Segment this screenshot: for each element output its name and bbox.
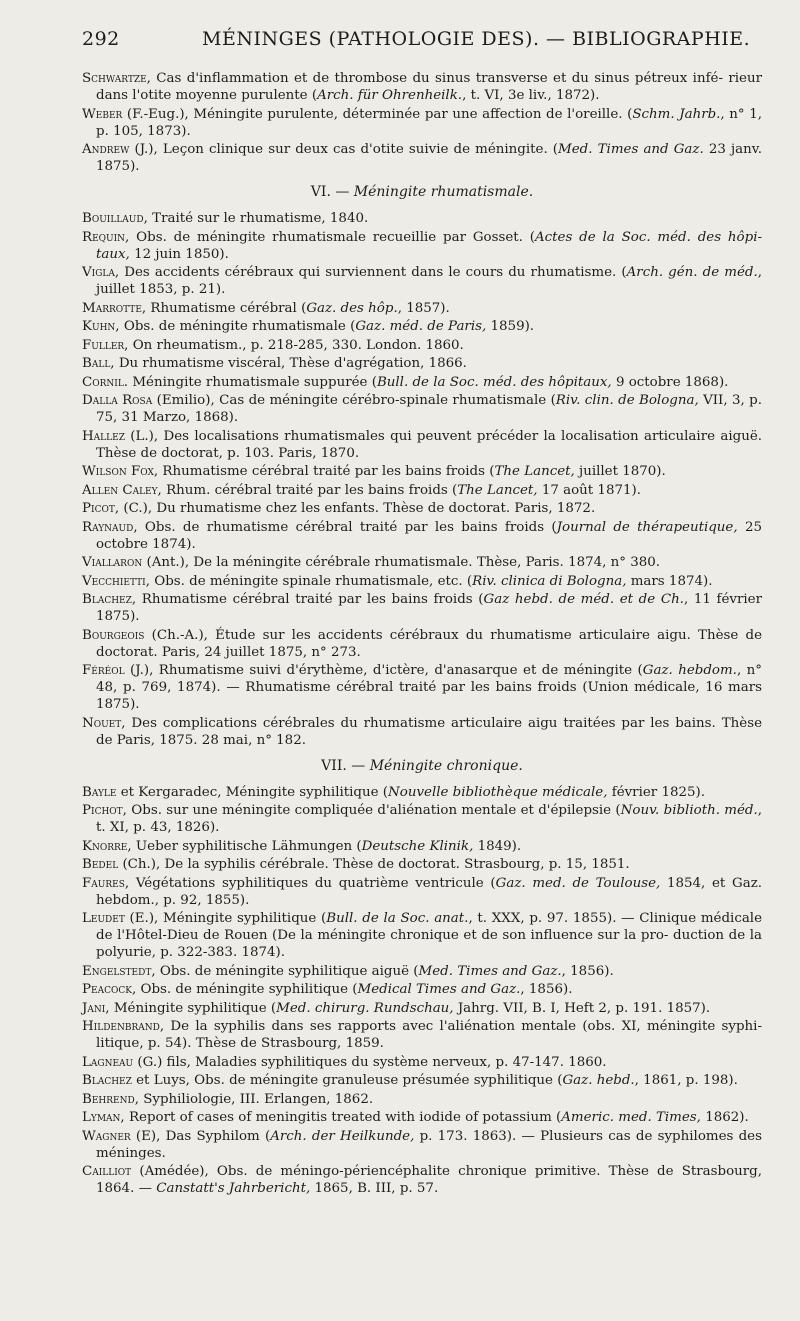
bibliography-entry: [82, 591, 762, 625]
entry-source: Gaz. med. de Toulouse,: [495, 875, 661, 891]
entry-text-tail: Jahrg. VII, B. I, Heft 2, p. 191. 1857).: [453, 1000, 711, 1016]
entry-author: Bourgeois: [82, 627, 145, 643]
entry-text: Obs. de méningite rhumatismale (: [119, 319, 356, 334]
entry-text: Ueber syphilitische Lähmungen (: [131, 838, 362, 854]
entry-text: Rhumatisme cérébral traité par les bains froids (: [158, 464, 495, 479]
entry-text: Méningite syphilitique (: [109, 1000, 277, 1016]
entry-text: Cas d'inflammation et de thrombose du sinus transverse et du sinus pétreux infé- rieur dans l'otite moyenne purulente (: [96, 71, 762, 103]
entry-text-tail: 1865, B. III, p. 57.: [310, 1181, 439, 1196]
entry-author: Viallaron: [82, 555, 143, 570]
running-title: MÉNINGES (PATHOLOGIE DES). — BIBLIOGRAPHIE.: [202, 28, 751, 50]
entry-text-tail: juillet 1870).: [574, 464, 666, 479]
entry-text-tail: 12 juin 1850).: [129, 246, 229, 262]
entry-text-tail: mars 1874).: [626, 573, 713, 589]
entry-author: Andrew: [82, 142, 130, 157]
bibliography-entry: [82, 500, 762, 517]
entry-source: Arch. gén. de méd.: [626, 265, 758, 280]
entry-author: Engelstedt,: [82, 963, 156, 979]
entry-author: Weber: [82, 106, 123, 122]
section-name: Méningite rhumatismale.: [353, 184, 534, 200]
entry-text: Obs. de rhumatisme cérébral traité par les bains froids (: [137, 519, 557, 535]
entry-text-tail: , 1856).: [561, 963, 614, 979]
section-number: VI. —: [310, 184, 350, 200]
entry-author: Dalla Rosa: [82, 393, 153, 408]
bibliography-entry: [82, 662, 762, 713]
entry-source: Americ. med. Times,: [561, 1110, 701, 1125]
entry-author: Fuller,: [82, 337, 129, 353]
entry-author: Wagner: [82, 1128, 131, 1144]
entry-author: Jani,: [82, 1000, 110, 1016]
entry-author: Behrend,: [82, 1091, 139, 1107]
entry-text-tail: , 1861, p. 198).: [634, 1073, 738, 1088]
entry-author: Nouet,: [82, 715, 126, 731]
page-header: [82, 28, 762, 62]
entry-text-tail: 17 août 1871).: [537, 482, 641, 498]
bibliography-entry: [82, 300, 762, 317]
bibliography-entry: [82, 519, 762, 553]
bibliography-entry: [82, 627, 762, 661]
entry-text-tail: 1859).: [486, 319, 535, 334]
bibliography-entry: [82, 981, 762, 998]
entry-text: (Ant.), De la méningite cérébrale rhumatismale. Thèse, Paris. 1874, n° 380.: [142, 555, 661, 570]
entry-text: Du rhumatisme viscéral, Thèse d'agrégation, 1866.: [114, 356, 467, 371]
entry-text-tail: février 1825).: [607, 784, 706, 800]
bibliography-entry: [82, 1128, 762, 1162]
section-heading: [82, 757, 762, 775]
entry-text: et Luys, Obs. de méningite granuleuse présumée syphilitique (: [131, 1073, 563, 1088]
entry-text: (E), Das Syphilom (: [130, 1128, 271, 1144]
entry-author: Requin,: [82, 229, 130, 245]
entry-author: Raynaud,: [82, 519, 138, 535]
entry-text: On rheumatism., p. 218-285, 330. London. 1860.: [128, 337, 464, 353]
entry-text-tail: , 1857).: [397, 300, 450, 316]
bibliography-entry: [82, 70, 762, 104]
bibliography-entry: [82, 229, 762, 263]
entry-author: Vigla,: [82, 265, 120, 280]
entry-text: (Amédée), Obs. de méningo-périencéphalite chronique primitive. Thèse de Strasbourg, 1864. —: [96, 1164, 762, 1196]
entry-text-tail: 25 octobre 1874).: [96, 519, 762, 552]
bibliography-entry: [82, 1163, 762, 1197]
entry-text-tail: , juillet 1853, p. 21).: [96, 265, 762, 297]
entry-source: Gaz. hebdom.: [642, 663, 737, 678]
entry-source: Med. Times and Gaz.: [558, 142, 704, 157]
entry-text: Report of cases of meningitis treated with iodide of potassium (: [124, 1110, 562, 1125]
entry-author: Wilson Fox,: [82, 464, 159, 479]
entry-author: Pichot,: [82, 803, 127, 818]
entry-author: Kuhn,: [82, 319, 120, 334]
entry-text: Végétations syphilitiques du quatrième ventricule (: [129, 875, 496, 891]
entry-text: (Emilio), Cas de méningite cérébro-spinale rhumatismale (: [152, 393, 556, 408]
entry-text-tail: , t. XI, p. 43, 1826).: [96, 803, 762, 835]
entry-source: Gaz hebd. de méd. et de Ch.: [483, 592, 684, 607]
entry-source: Medical Times and Gaz.: [357, 982, 521, 997]
entry-text: Obs. de méningite rhumatismale recueillie par Gosset. (: [129, 229, 535, 245]
entry-source: Riv. clin. de Bologna,: [555, 393, 699, 408]
entry-text: (E.), Méningite syphilitique (: [124, 911, 327, 926]
entry-author: Peacock,: [82, 982, 137, 997]
entry-author: Cailliot: [82, 1164, 132, 1179]
entry-author: Blachez,: [82, 592, 137, 607]
entry-text-tail: , t. VI, 3e liv., 1872).: [462, 88, 600, 103]
bibliography-entry: [82, 1072, 762, 1089]
entry-text: (Ch.), De la syphilis cérébrale. Thèse de doctorat. Strasbourg, p. 15, 1851.: [118, 857, 630, 872]
entry-source: Nouv. biblioth. méd.: [620, 803, 758, 818]
entry-text: (C.), Du rhumatisme chez les enfants. Thèse de doctorat. Paris, 1872.: [119, 501, 596, 516]
bibliography-entry: [82, 875, 762, 909]
entry-text-tail: VII, 3, p. 75, 31 Marzo, 1868).: [96, 393, 762, 425]
entry-text-tail: , t. XXX, p. 97. 1855). — Clinique médicale de l'Hôtel-Dieu de Rouen (De la méningite chronique et de son influence sur la pro- duction de la polyurie, p. 322-383. 1874).: [96, 911, 763, 960]
entry-source: Bull. de la Soc. anat.: [326, 911, 469, 926]
entry-text-tail: , 1856).: [520, 982, 573, 997]
entry-text: (J.), Leçon clinique sur deux cas d'otite suivie de méningite. (: [129, 142, 559, 157]
bibliography-entry: [82, 856, 762, 873]
entry-author: Schwartze,: [82, 71, 151, 86]
entry-source: Gaz. des hôp.: [306, 300, 398, 316]
bibliography-entry: [82, 715, 762, 749]
entry-text: Obs. de méningite syphilitique (: [136, 982, 358, 997]
bibliography-entry: [82, 264, 762, 298]
entry-source: Med. chirurg. Rundschau,: [276, 1000, 454, 1016]
bibliography-entry: [82, 1018, 762, 1052]
bibliography-entry: [82, 141, 762, 175]
section-heading: [82, 183, 762, 201]
entry-text: Rhumatisme cérébral traité par les bains froids (: [136, 592, 484, 607]
entry-author: Allen Caley,: [82, 482, 162, 498]
bibliography-entry: [82, 106, 762, 140]
entry-text: Des complications cérébrales du rhumatisme articulaire aigu traitées par les bains. Thèse de Paris, 1875. 28 mai, n° 182.: [96, 715, 762, 748]
entry-author: Knorre,: [82, 838, 132, 854]
bibliography-entry: [82, 463, 762, 480]
entry-author: Hildenbrand,: [82, 1019, 165, 1034]
bibliography-entry: [82, 784, 762, 801]
bibliography-entry: [82, 1000, 762, 1017]
entry-text: Rhumatisme cérébral (: [146, 300, 307, 316]
entry-source: Arch. für Ohrenheilk.: [317, 88, 463, 103]
bibliography-entry: [82, 963, 762, 980]
entry-source: Nouvelle bibliothèque médicale,: [388, 784, 608, 800]
entry-source: Actes de la Soc. méd. des hôpi- taux,: [96, 229, 763, 262]
entry-text-tail: 1849).: [473, 838, 522, 854]
entry-author: Bayle: [82, 784, 117, 800]
entry-text-tail: 9 octobre 1868).: [611, 374, 729, 390]
entry-source: Journal de thérapeutique,: [556, 519, 738, 535]
entry-author: Hallez: [82, 428, 125, 444]
entry-text: Méningite rhumatismale suppurée (: [128, 374, 377, 390]
entry-source: Deutsche Klinik,: [361, 838, 474, 854]
entry-text: Syphiliologie, III. Erlangen, 1862.: [138, 1091, 374, 1107]
bibliography-entry: [82, 428, 762, 462]
entry-author: Picot,: [82, 501, 120, 516]
entry-author: Bedel: [82, 857, 119, 872]
entry-text: Traité sur le rhumatisme, 1840.: [147, 211, 369, 226]
entry-source: Canstatt's Jahrbericht,: [156, 1181, 311, 1196]
entry-author: Vecchietti,: [82, 573, 150, 589]
entry-source: Med. Times and Gaz.: [418, 963, 562, 979]
entry-text-tail: , 11 février 1875).: [96, 592, 762, 624]
entry-text: Obs. sur une méningite compliquée d'aliénation mentale et d'épilepsie (: [126, 803, 621, 818]
entry-text-tail: 1854, et Gaz. hebdom., p. 92, 1855).: [96, 875, 763, 908]
bibliography-entry: [82, 1091, 762, 1108]
bibliography-entry: [82, 392, 762, 426]
bibliography-entry: [82, 1109, 762, 1126]
page-number: 292: [82, 28, 120, 50]
entry-text-tail: 23 janv. 1875).: [96, 142, 762, 174]
entry-source: The Lancet,: [494, 464, 575, 479]
bibliography-entry: [82, 838, 762, 855]
section-number: VII. —: [321, 757, 366, 774]
entry-author: Faures,: [82, 875, 130, 891]
bibliography-entry: [82, 554, 762, 571]
entry-text: Des accidents cérébraux qui surviennent dans le cours du rhumatisme. (: [119, 265, 627, 280]
section-name: Méningite chronique.: [369, 757, 523, 774]
entry-source: Bull. de la Soc. méd. des hôpitaux,: [376, 374, 612, 390]
bibliography-entry: [82, 1054, 762, 1071]
entry-source: The Lancet,: [457, 482, 538, 498]
bibliography-entry: [82, 355, 762, 372]
entry-author: Ball,: [82, 356, 115, 371]
entry-text: (J.), Rhumatisme suivi d'érythème, d'ictère, d'anasarque et de méningite (: [124, 663, 643, 678]
entry-source: Arch. der Heilkunde,: [270, 1128, 415, 1144]
bibliography-list: [82, 70, 762, 1197]
entry-author: Leudet: [82, 911, 125, 926]
entry-text: De la syphilis dans ses rapports avec l'aliénation mentale (obs. XI, méningite syphi- litique, p. 54). Thèse de Strasbourg, 1859.: [96, 1019, 762, 1051]
entry-author: Féréol: [82, 663, 125, 678]
entry-text: Rhum. cérébral traité par les bains froids (: [161, 482, 458, 498]
bibliography-entry: [82, 318, 762, 335]
entry-text: (L.), Des localisations rhumatismales qui peuvent précéder la localisation articulaire aiguë. Thèse de doctorat, p. 103. Paris, 1870.: [96, 428, 762, 461]
entry-text-tail: p. 173. 1863). — Plusieurs cas de syphilomes des méninges.: [96, 1128, 762, 1161]
entry-source: Gaz. méd. de Paris,: [355, 319, 487, 334]
entry-source: Riv. clinica di Bologna,: [472, 573, 627, 589]
entry-text: (G.) fils, Maladies syphilitiques du système nerveux, p. 47-147. 1860.: [133, 1054, 607, 1070]
entry-author: Cornil.: [82, 374, 129, 390]
bibliography-entry: [82, 573, 762, 590]
bibliography-entry: [82, 910, 762, 961]
bibliography-entry: [82, 374, 762, 391]
entry-text-tail: 1862).: [700, 1110, 749, 1125]
bibliography-entry: [82, 337, 762, 354]
entry-source: Schm. Jahrb.: [632, 106, 721, 122]
entry-author: Bouillaud,: [82, 211, 148, 226]
bibliography-entry: [82, 210, 762, 227]
entry-text-tail: , n° 48, p. 769, 1874). — Rhumatisme cérébral traité par les bains froids (Union médicale, 16 mars 1875).: [96, 663, 762, 712]
entry-text: (Ch.-A.), Étude sur les accidents cérébraux du rhumatisme articulaire aigu. Thèse de doctorat. Paris, 24 juillet 1875, n° 273.: [96, 627, 762, 660]
entry-author: Marrotte,: [82, 300, 147, 316]
entry-text: (F.-Eug.), Méningite purulente, déterminée par une affection de l'oreille. (: [122, 106, 633, 122]
entry-text: Obs. de méningite syphilitique aiguë (: [155, 963, 419, 979]
bibliography-entry: [82, 482, 762, 499]
entry-author: Lyman,: [82, 1110, 125, 1125]
entry-source: Gaz. hebd.: [562, 1073, 635, 1088]
entry-text: Obs. de méningite spinale rhumatismale, etc. (: [149, 573, 473, 589]
entry-text-tail: , n° 1, p. 105, 1873).: [96, 106, 762, 139]
entry-author: Lagneau: [82, 1054, 134, 1070]
entry-text: et Kergaradec, Méningite syphilitique (: [116, 784, 389, 800]
bibliography-entry: [82, 802, 762, 836]
entry-author: Blachez: [82, 1073, 132, 1088]
